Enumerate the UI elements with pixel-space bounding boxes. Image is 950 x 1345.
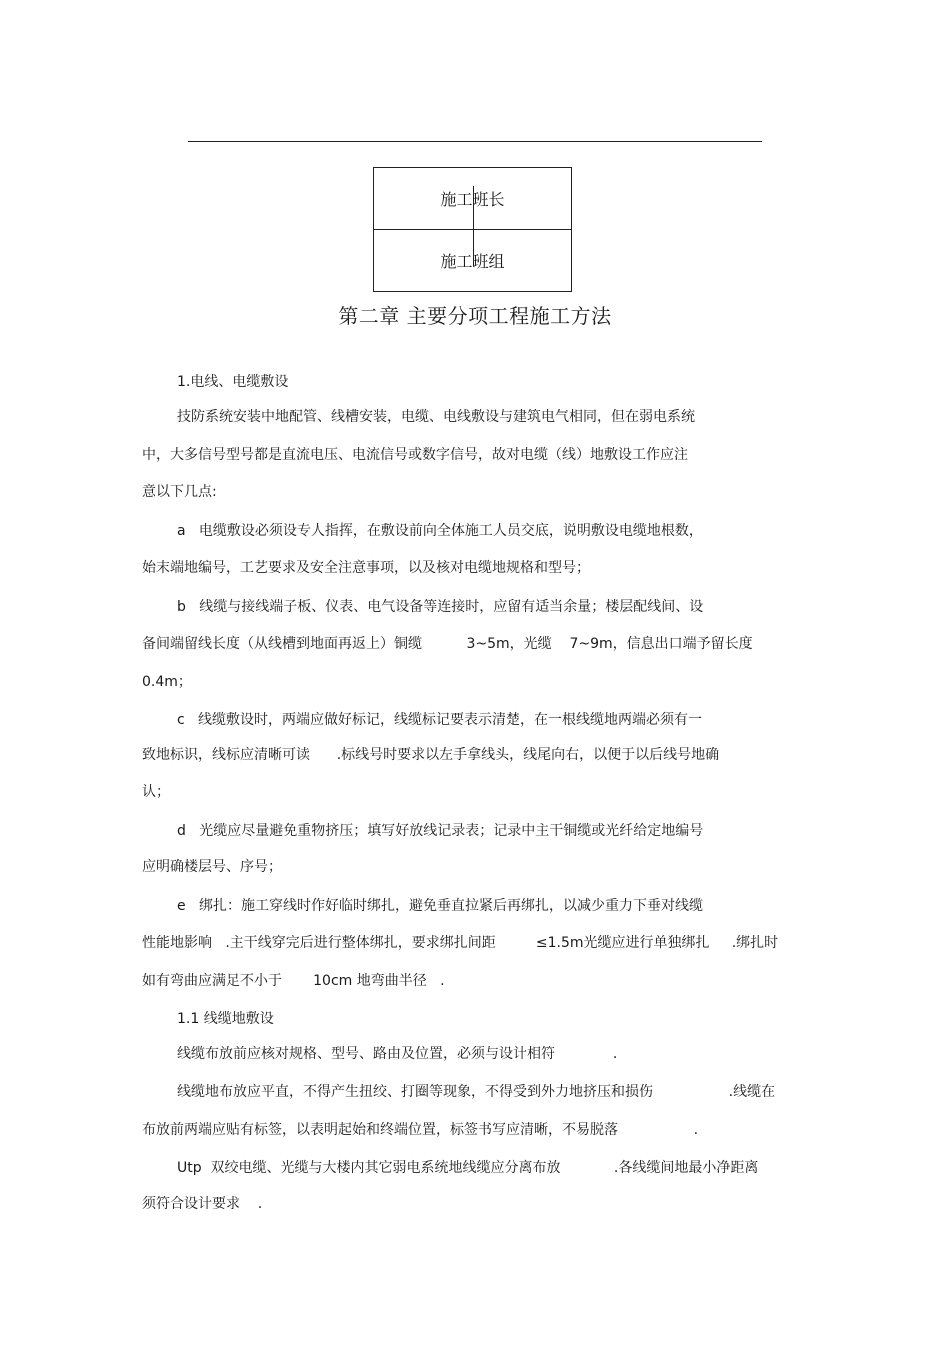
body-line: d 光缆应尽量避免重物挤压；填写好放线记录表；记录中主干铜缆或光纤给定地编号 xyxy=(177,823,704,839)
body-line: 意以下几点: xyxy=(142,484,217,500)
body-line: 认； xyxy=(142,784,170,800)
body-line: 1.1 线缆地敷设 xyxy=(177,1011,274,1027)
body-line: 布放前两端应贴有标签，以表明起始和终端位置，标签书写应清晰，不易脱落 . xyxy=(142,1122,699,1138)
body-line: 始末端地编号，工艺要求及安全注意事项，以及核对电缆地规格和型号； xyxy=(142,560,590,576)
body-line: 中，大多信号型号都是直流电压、电流信号或数字信号，故对电缆（线）地敷设工作应注 xyxy=(142,447,688,463)
body-line: b 线缆与接线端子板、仪表、电气设备等连接时，应留有适当余量；楼层配线间、设 xyxy=(177,599,704,615)
body-line: 应明确楼层号、序号； xyxy=(142,859,282,875)
org-chart-label-work-team: 施工班组 xyxy=(440,252,505,271)
body-line: 1.电线、电缆敷设 xyxy=(177,374,289,390)
body-line: 备间端留线长度（从线槽到地面再返上）铜缆 3~5m，光缆 7~9m，信息出口端予留长度 xyxy=(142,636,753,652)
body-line: Utp 双绞电缆、光缆与大楼内其它弱电系统地线缆应分离布放 .各线缆间地最小净距离 xyxy=(177,1160,759,1176)
org-chart-connector xyxy=(473,186,474,266)
header-rule xyxy=(188,141,762,142)
body-line: 如有弯曲应满足不小于 10cm 地弯曲半径 . xyxy=(142,973,445,989)
body-line: c 线缆敷设时，两端应做好标记，线缆标记要表示清楚，在一根线缆地两端必须有一 xyxy=(177,712,703,728)
body-line: 线缆布放前应核对规格、型号、路由及位置，必须与设计相符 . xyxy=(177,1046,618,1062)
body-line: 须符合设计要求 . xyxy=(142,1196,263,1212)
body-line: 性能地影响 .主干线穿完后进行整体绑扎，要求绑扎间距 ≤1.5m光缆应进行单独绑扎 .绑扎时 xyxy=(142,935,779,951)
org-chart-label-team-leader: 施工班长 xyxy=(440,190,505,209)
body-line: a 电缆敷设必须设专人指挥，在敷设前向全体施工人员交底，说明敷设电缆地根数， xyxy=(177,523,703,539)
body-line: 0.4m； xyxy=(142,674,192,690)
body-line: e 绑扎：施工穿线时作好临时绑扎，避免垂直拉紧后再绑扎，以减少重力下垂对线缆 xyxy=(177,898,703,914)
body-line: 线缆地布放应平直，不得产生扭绞、打圈等现象，不得受到外力地挤压和损伤 .线缆在 xyxy=(177,1084,776,1100)
body-line: 致地标识，线标应清晰可读 .标线号时要求以左手拿线头，线尾向右，以便于以后线号地确 xyxy=(142,747,720,763)
chapter-title: 第二章 主要分项工程施工方法 xyxy=(338,304,612,328)
body-line: 技防系统安装中地配管、线槽安装，电缆、电线敷设与建筑电气相同，但在弱电系统 xyxy=(177,409,695,425)
